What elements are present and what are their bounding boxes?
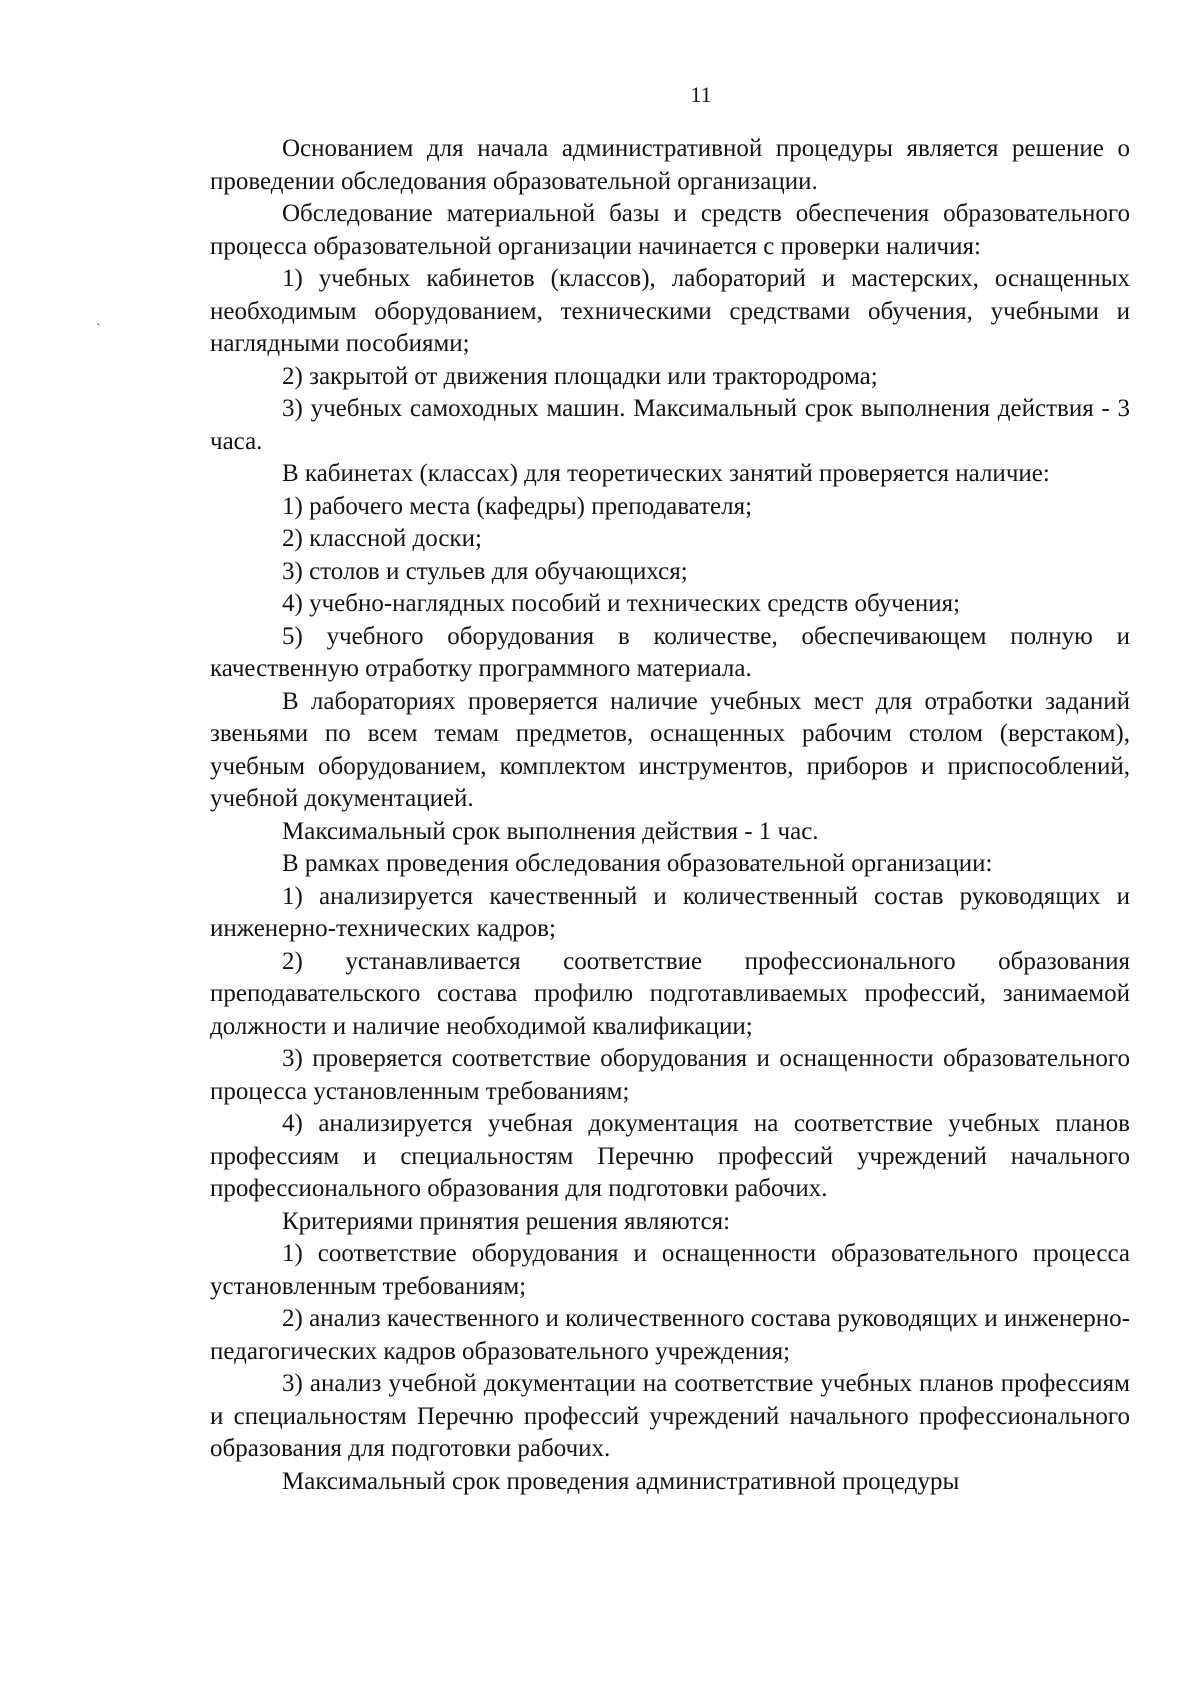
scan-speck: ˋ xyxy=(96,322,101,337)
list-item: 3) учебных самоходных машин. Максимальный срок выполнения действия - 3 часа. xyxy=(210,395,1130,455)
document-body xyxy=(210,133,1130,1498)
list-item: 3) столов и стульев для обучающихся; xyxy=(282,557,688,585)
paragraph: Максимальный срок выполнения действия - 1 час. xyxy=(282,817,819,845)
list-item: 2) классной доски; xyxy=(282,525,482,552)
paragraph: Обследование материальной базы и средств обеспечения образовательного процесса образовательной организации начинается с проверки наличия: xyxy=(210,200,1130,260)
paragraph: Максимальный срок проведения административной процедуры xyxy=(282,1467,960,1495)
paragraph: В рамках проведения обследования образовательной организации: xyxy=(282,850,993,877)
list-item: 4) учебно-наглядных пособий и технических средств обучения; xyxy=(282,590,961,617)
list-item: 2) устанавливается соответствие профессионального образования преподавательского состава профилю подготавливаемых профессий, занимаемой должности и наличие необходимой квалификации; xyxy=(210,947,1130,1040)
list-item: 1) рабочего места (кафедры) преподавателя; xyxy=(282,492,753,520)
list-item: 3) анализ учебной документации на соответствие учебных планов профессиям и специальностям Перечню профессий учреждений начального профессионального образования для подготовки рабочих. xyxy=(210,1370,1130,1462)
paragraph: В кабинетах (классах) для теоретических занятий проверяется наличие: xyxy=(282,460,1050,487)
list-item: 4) анализируется учебная документация на соответствие учебных планов профессиям и специальностям Перечню профессий учреждений начального профессионального образования для подготовки рабочих. xyxy=(210,1110,1130,1202)
list-item: 3) проверяется соответствие оборудования и оснащенности образовательного процесса установленным требованиям; xyxy=(210,1045,1130,1105)
list-item: 1) учебных кабинетов (классов), лабораторий и мастерских, оснащенных необходимым оборудованием, техническими средствами обучения, учебными и наглядными пособиями; xyxy=(210,265,1130,357)
paragraph: В лабораториях проверяется наличие учебных мест для отработки заданий звеньями по всем темам предметов, оснащенных рабочим столом (верстаком), учебным оборудованием, комплектом инструментов, приборов и приспособлений, учебной документацией. xyxy=(210,687,1130,812)
page-number: 11 xyxy=(690,82,712,107)
list-item: 1) анализируется качественный и количественный состав руководящих и инженерно-технических кадров; xyxy=(210,882,1130,942)
paragraph: Критериями принятия решения являются: xyxy=(282,1207,731,1235)
list-item: 2) закрытой от движения площадки или трактородрома; xyxy=(282,362,878,390)
paragraph: Основанием для начала административной процедуры является решение о проведении обследования образовательной организации. xyxy=(210,135,1130,195)
list-item: 2) анализ качественного и количественного состава руководящих и инженерно-педагогических кадров образовательного учреждения; xyxy=(210,1305,1130,1365)
list-item: 1) соответствие оборудования и оснащенности образовательного процесса установленным требованиям; xyxy=(210,1240,1130,1300)
list-item: 5) учебного оборудования в количестве, обеспечивающем полную и качественную отработку программного материала. xyxy=(210,622,1130,682)
